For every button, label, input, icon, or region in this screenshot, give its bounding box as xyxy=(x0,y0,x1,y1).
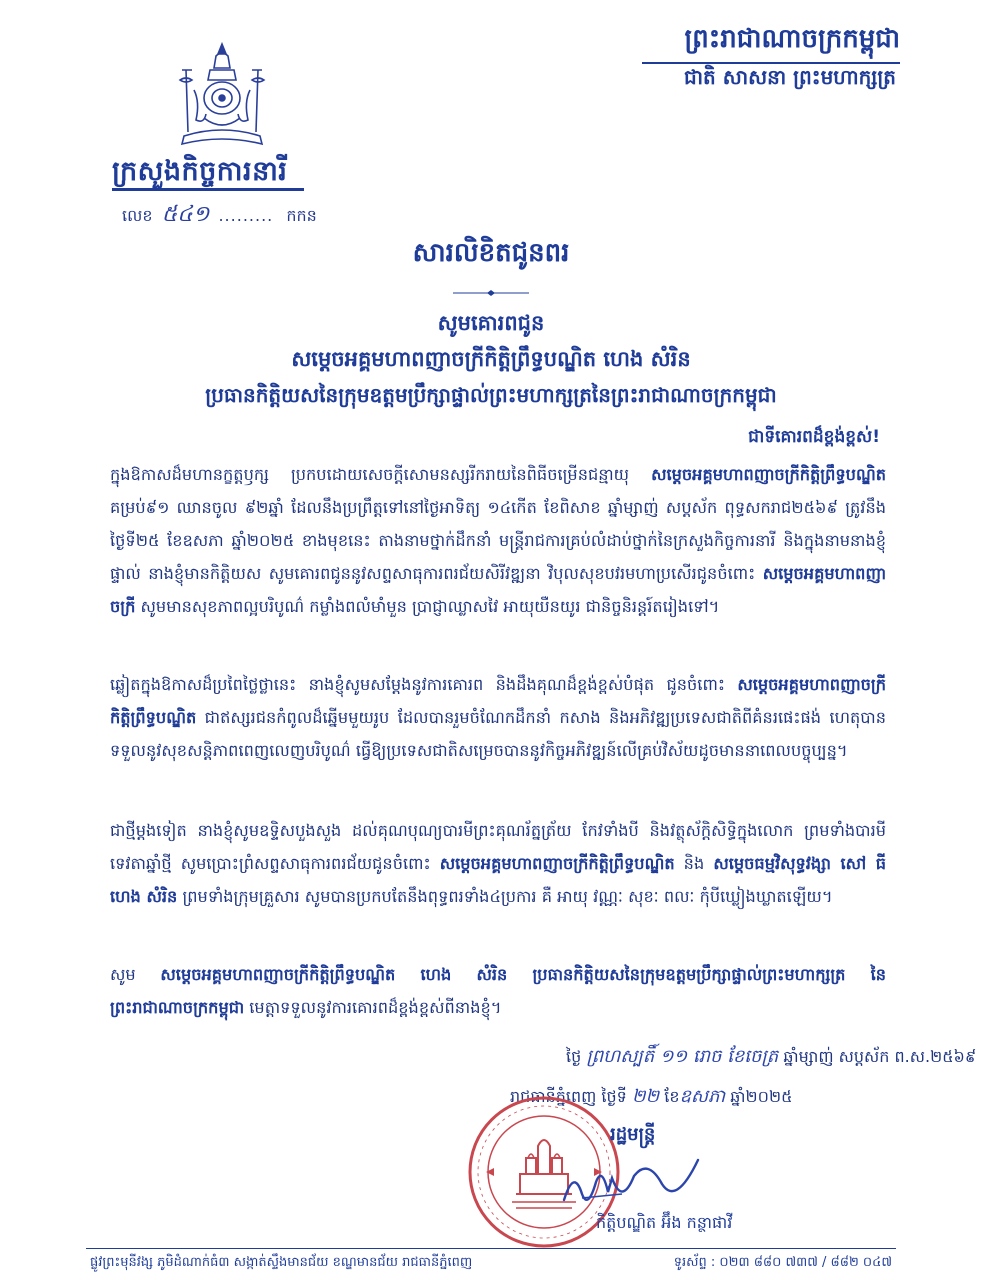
respect-closing: ជាទីគោរពដ៏ខ្ពង់ខ្ពស់! xyxy=(748,427,880,447)
footer-phone: ទូរស័ព្ទ : ០២៣ ៨៨០ ៧៣៧ / ៨៨២ ០៤៧ xyxy=(673,1255,892,1270)
footer-address: ផ្លូវព្រះមុនីវង្ស ភូមិដំណាក់ធំ៣ សង្កាត់ស្ទឹងមានជ័យ ខណ្ឌមានជ័យ រាជធានីភ្នំពេញ xyxy=(90,1255,473,1270)
paragraph-3-text-a: ជាថ្មីម្តងទៀត នាងខ្ញុំសូមឧទ្ទិសបួងសួង ដល់គុណបុណ្យបារមីព្រះគុណរ័ត្នត្រ័យ កែវទាំងបី និងវត្ថុស័ក្តិសិទ្ធិក្នុងលោក ព្រមទាំងបារមីទេវតាឆ្នាំថ្មី សូមប្រោះព្រំសព្ទសាធុការពរជ័យជូនចំពោះ xyxy=(110,821,886,873)
footer-divider xyxy=(86,1248,896,1249)
lunar-date-suffix: ឆ្នាំម្សាញ់ សប្តស័ក ព.ស.២៥៦៩ xyxy=(783,1047,977,1066)
reference-label: លេខ xyxy=(122,206,153,225)
salutation-line-1: សូមគោរពជូន xyxy=(437,311,545,335)
signature-icon xyxy=(552,1148,702,1218)
salutation-line-2: សម្តេចអគ្គមហាពញាចក្រីកិត្តិព្រឹទ្ធបណ្ឌិត ហេង សំរិន xyxy=(291,347,691,371)
paragraph-3 xyxy=(110,814,886,913)
paragraph-3-bold-b: សម្តេចអគ្គមហាពញាចក្រីកិត្តិព្រឹទ្ធបណ្ឌិត xyxy=(439,854,675,873)
paragraph-3-bold-d: សម្តេចធម្មវិសុទ្ធវង្សា សៅ ធី ហេង សំរិន xyxy=(110,854,886,906)
solar-date-day: ២២ xyxy=(631,1086,660,1107)
paragraph-1-text-e: សូមមានសុខភាពល្អបរិបូណ៌ កម្លាំងពលំមាំមួន ប្រាជ្ញាឈ្លាសវៃ អាយុយឺនយូរ ជានិច្ចនិរន្តរ៍តរៀងទៅ។ xyxy=(135,597,720,616)
paragraph-2-text-c: ជាឥស្សរជនកំពូលដ៏ឆ្នើមមួយរូប ដែលបានរួមចំណែកដឹកនាំ កសាង និងអភិវឌ្ឍប្រទេសជាតិពីគំនរផេះផង់ ហេតុបានទទួលនូវសុខសន្តិភាពពេញលេញបរិបូណ៌ ធ្វើឱ្យប្រទេសជាតិសម្រេចបាននូវកិច្ចអភិវឌ្ឍន៍លើគ្រប់វិស័យដូចមាននាពេលបច្ចុប្បន្ន។ xyxy=(110,708,886,760)
royal-emblem-icon xyxy=(166,40,278,150)
solar-date-prefix: រាជធានីភ្នំពេញ ថ្ងៃទី xyxy=(510,1087,627,1106)
salutation-line-3: ប្រធានកិត្តិយសនៃក្រុមឧត្តមប្រឹក្សាផ្ទាល់ព្រះមហាក្សត្រនៃព្រះរាជាណាចក្រកម្ពុជា xyxy=(205,383,777,407)
lunar-date-line xyxy=(566,1044,976,1071)
lunar-date-prefix: ថ្ងៃ xyxy=(566,1047,582,1066)
reference-dots: ......... xyxy=(218,206,274,225)
reference-suffix: កកន xyxy=(286,206,317,225)
title-ornament-icon xyxy=(451,290,531,296)
solar-date-month: ឧសភា xyxy=(679,1086,726,1107)
paragraph-1-bold-d: សម្តេចអគ្គមហាពញាចក្រី xyxy=(110,564,886,616)
solar-date-month-label: ខែ xyxy=(664,1087,680,1106)
paragraph-2-bold-b: សម្តេចអគ្គមហាពញាចក្រីកិត្តិព្រឹទ្ធបណ្ឌិត xyxy=(110,675,886,727)
document-title: សារលិខិតជូនពរ xyxy=(412,238,570,268)
paragraph-4-text-a: សូម xyxy=(110,965,161,984)
solar-date-year: ឆ្នាំ២០២៥ xyxy=(730,1087,793,1106)
paragraph-4-text-c: មេត្តាទទួលនូវការគោរពដ៏ខ្ពង់ខ្ពស់ពីនាងខ្ញុំ។ xyxy=(244,998,502,1017)
paragraph-3-text-c: និង xyxy=(674,854,714,873)
paragraph-3-text-e: ព្រមទាំងក្រុមគ្រួសារ សូមបានប្រកបតែនឹងពុទ្ធពរទាំង៤ប្រការ គឺ អាយុ វណ្ណៈ សុខៈ ពលៈ កុំបីឃ្លៀងឃ្លាតឡើយ។ xyxy=(177,887,833,906)
paragraph-1-bold-b: សម្តេចអគ្គមហាពញាចក្រីកិត្តិព្រឹទ្ធបណ្ឌិត xyxy=(651,465,886,484)
lunar-date-handwritten: ព្រហស្បតិ៍ ១១ រោច ខែចេត្រ xyxy=(586,1046,779,1067)
paragraph-2-text-a: ឆ្លៀតក្នុងឱកាសដ៏ប្រពៃថ្លៃថ្លានេះ នាងខ្ញុំសូមសម្តែងនូវការគោរព និងដឹងគុណដ៏ខ្ពង់ខ្ពស់បំផុត ជូនចំពោះ xyxy=(110,675,738,694)
ministry-underline xyxy=(112,188,304,191)
reference-number: ៥៤១ xyxy=(161,202,210,227)
paragraph-4 xyxy=(110,958,886,1024)
paragraph-1 xyxy=(110,458,886,623)
paragraph-1-text-c: គម្រប់៩១ ឈានចូល ៩២ឆ្នាំ ដែលនឹងប្រព្រឹត្តទៅនៅថ្ងៃអាទិត្យ ១៤កើត ខែពិសាខ ឆ្នាំម្សាញ់ សប្តស័ក ពុទ្ធសករាជ២៥៦៩ ត្រូវនឹងថ្ងៃទី២៥ ខែឧសភា ឆ្នាំ២០២៥ ខាងមុខនេះ តាងនាមថ្នាក់ដឹកនាំ មន្ត្រីរាជការគ្រប់លំដាប់ថ្នាក់នៃក្រសួងកិច្ចការនារី និងក្នុងនាមនាងខ្ញុំផ្ទាល់ នាងខ្ញុំមានកិត្តិយស សូមគោរពជូននូវសព្ទសាធុការពរជ័យសិរីវឌ្ឍនា វិបុលសុខបវរមហាប្រសើរជូនចំពោះ xyxy=(110,498,886,583)
minister-name: កិត្តិបណ្ឌិត អ៊ឹង កន្ថាផាវី xyxy=(596,1213,733,1232)
kingdom-heading: ព្រះរាជាណាចក្រកម្ពុជា xyxy=(684,24,900,54)
national-motto: ជាតិ សាសនា ព្រះមហាក្សត្រ xyxy=(684,65,896,89)
paragraph-4-bold-b: សម្តេចអគ្គមហាពញាចក្រីកិត្តិព្រឹទ្ធបណ្ឌិត ហេង សំរិន ប្រធានកិត្តិយសនៃក្រុមឧត្តមប្រឹក្សាផ្ទាល់ព្រះមហាក្សត្រ នៃព្រះរាជាណាចក្រកម្ពុជា xyxy=(110,965,887,1017)
ministry-name: ក្រសួងកិច្ចការនារី xyxy=(112,156,288,187)
reference-line xyxy=(122,200,317,232)
paragraph-1-text-a: ក្នុងឱកាសដ៏មហានក្ខត្តឫក្ស ប្រកបដោយសេចក្តីសោមនស្សរីករាយនៃពិធីចម្រើនជន្មាយុ xyxy=(110,465,652,484)
minister-title: រដ្ឋមន្ត្រី xyxy=(610,1124,656,1145)
paragraph-2 xyxy=(110,668,886,767)
